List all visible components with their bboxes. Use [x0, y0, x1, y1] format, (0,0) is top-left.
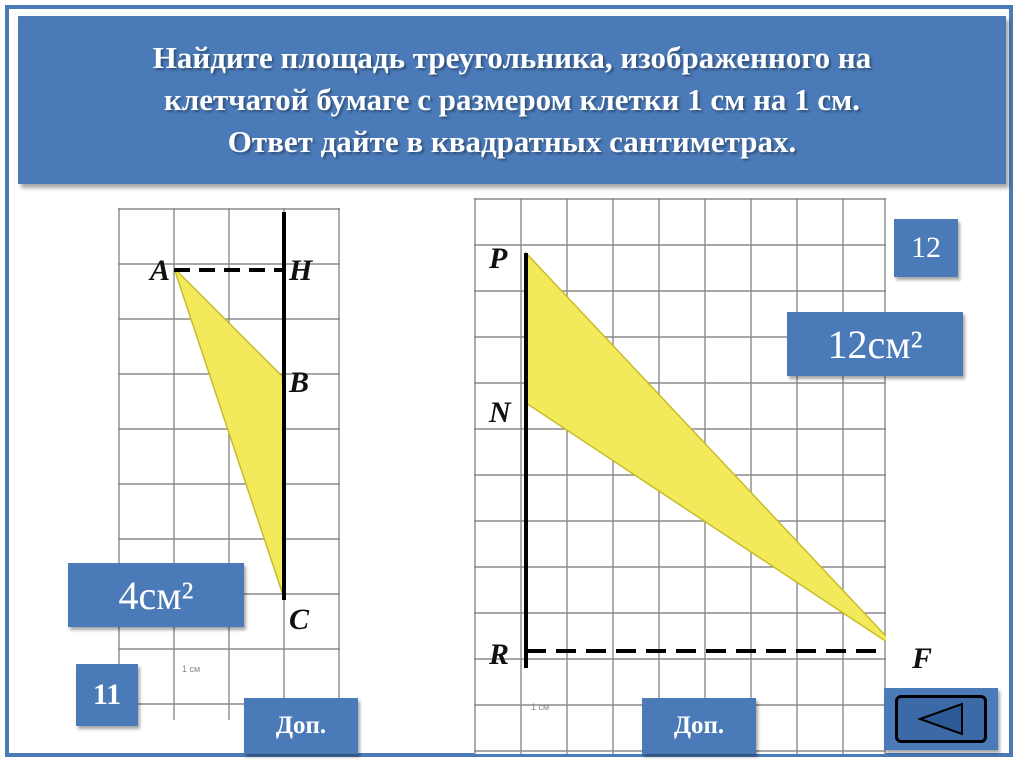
dop-button-left-label: Доп.	[275, 712, 327, 739]
answer-text-right: 12см²	[827, 321, 923, 367]
task-title-line-3: Ответ дайте в квадратных сантиметрах.	[227, 124, 797, 159]
point-label-p: P	[489, 242, 508, 275]
point-label-f: F	[912, 642, 933, 675]
dop-button-right-label: Доп.	[673, 712, 725, 739]
point-label-n: N	[489, 396, 511, 429]
point-label-r: R	[489, 638, 510, 671]
task-number-11-text: 11	[92, 678, 122, 711]
task-title-box	[18, 16, 1006, 184]
answer-text-left: 4см²	[118, 572, 194, 618]
task-title-line-2: клетчатой бумаге с размером клетки 1 см на 1 см.	[163, 82, 861, 117]
scale-label-left: 1 см	[182, 664, 201, 674]
right-figure	[474, 198, 886, 754]
back-arrow-icon	[916, 702, 966, 736]
answer-box-right	[787, 312, 963, 376]
task-number-12	[894, 219, 958, 277]
point-label-b: B	[289, 366, 310, 399]
dop-button-left[interactable]	[244, 698, 358, 754]
point-label-a: A	[150, 254, 171, 287]
task-number-11	[76, 664, 138, 726]
point-label-c: C	[289, 603, 310, 636]
dop-button-right[interactable]	[642, 698, 756, 754]
task-number-12-text: 12	[911, 231, 941, 264]
point-label-h: H	[289, 254, 313, 287]
task-title-line-1: Найдите площадь треугольника, изображенного на	[152, 40, 872, 75]
back-button-frame	[895, 695, 987, 743]
scale-label-right: 1 см	[531, 702, 550, 712]
back-button[interactable]	[884, 688, 998, 750]
answer-box-left	[68, 563, 244, 627]
